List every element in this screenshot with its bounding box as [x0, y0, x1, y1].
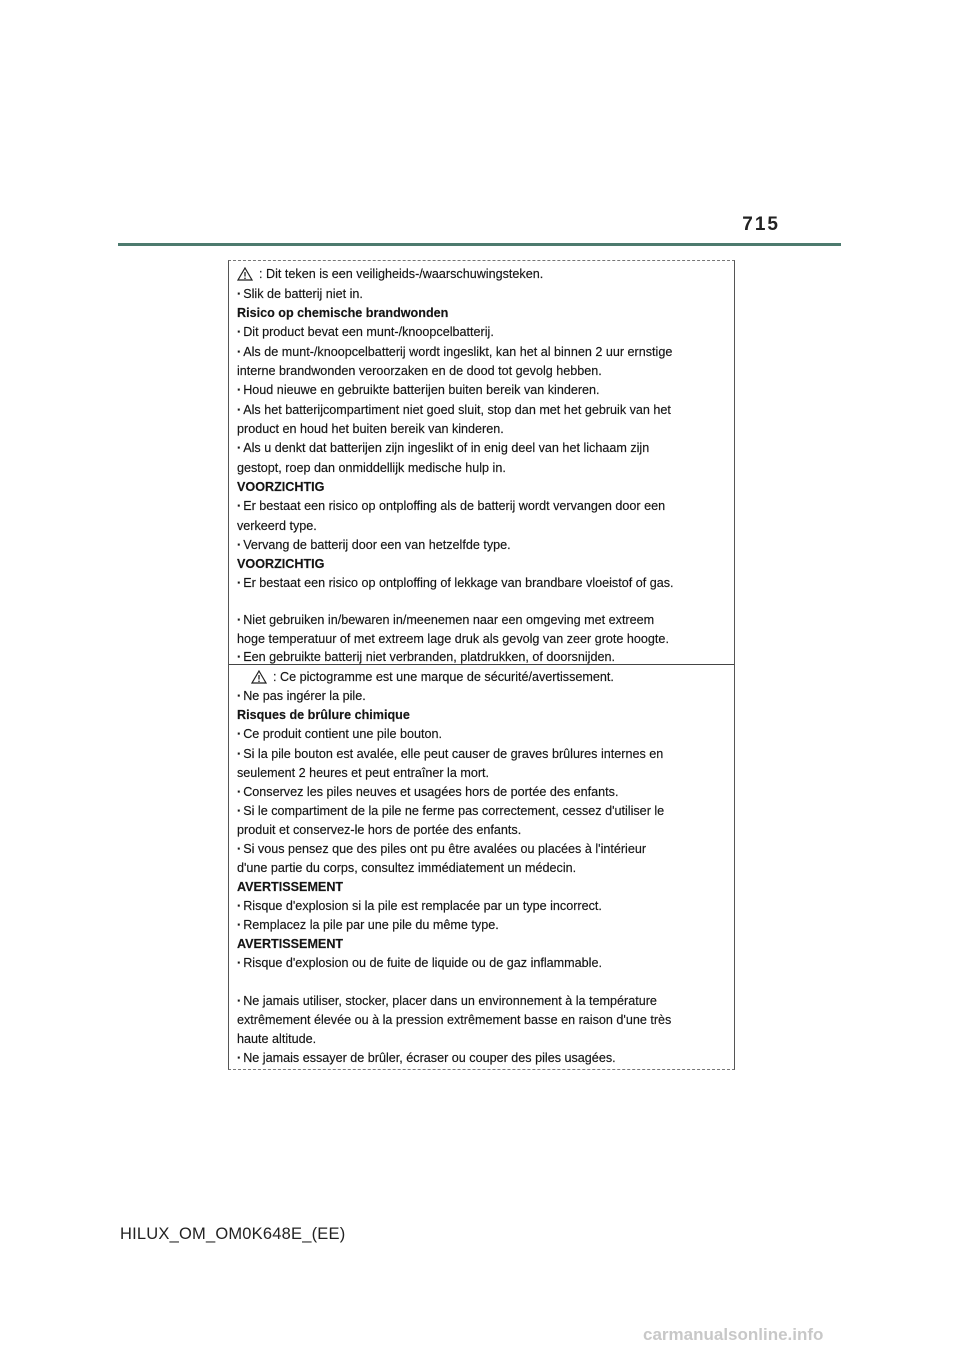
text-line: · Si le compartiment de la pile ne ferme pas correctement, cessez d'utiliser le	[237, 802, 664, 820]
warning-symbol-line	[237, 265, 543, 283]
text-line: · Risque d'explosion si la pile est remplacée par un type incorrect.	[237, 897, 602, 915]
text-line: · Risque d'explosion ou de fuite de liquide ou de gaz inflammable.	[237, 954, 602, 972]
text-line: d'une partie du corps, consultez immédiatement un médecin.	[237, 861, 577, 875]
text-line: · Houd nieuwe en gebruikte batterijen buiten bereik van kinderen.	[237, 381, 600, 399]
text-line: · Als de munt-/knoopcelbatterij wordt ingeslikt, kan het al binnen 2 uur ernstige	[237, 343, 672, 361]
text-line: · Dit product bevat een munt-/knoopcelbatterij.	[237, 323, 494, 341]
label-section-dutch	[229, 261, 734, 663]
text-line: extrêmement élevée ou à la pression extrêmement basse en raison d'une très	[237, 1013, 672, 1027]
text-line: · Ce produit contient une pile bouton.	[237, 725, 442, 743]
text-line: interne brandwonden veroorzaken en de dood tot gevolg hebben.	[237, 364, 602, 378]
text-line: · Slik de batterij niet in.	[237, 285, 363, 303]
text-line: product en houd het buiten bereik van kinderen.	[237, 422, 504, 436]
text-line: hoge temperatuur of met extreem lage druk als gevolg van zeer grote hoogte.	[237, 632, 669, 646]
warning-triangle-icon	[251, 670, 267, 684]
text-line: · Als het batterijcompartiment niet goed sluit, stop dan met het gebruik van het	[237, 401, 671, 419]
text-line: · Een gebruikte batterij niet verbranden, platdrukken, of doorsnijden.	[237, 648, 615, 666]
warning-triangle-icon	[237, 267, 253, 281]
text-heading: VOORZICHTIG	[237, 480, 325, 494]
text-line: · Si la pile bouton est avalée, elle peut causer de graves brûlures internes en	[237, 745, 663, 763]
warning-symbol-line	[251, 668, 614, 686]
text-line: · Remplacez la pile par une pile du même type.	[237, 916, 499, 934]
document-code: HILUX_OM_OM0K648E_(EE)	[120, 1225, 346, 1243]
text-line: gestopt, roep dan onmiddellijk medische hulp in.	[237, 461, 506, 475]
label-section-french	[229, 664, 734, 1070]
text-line: · Ne jamais essayer de brûler, écraser ou couper des piles usagées.	[237, 1049, 616, 1067]
text-line: · Ne pas ingérer la pile.	[237, 687, 366, 705]
warning-symbol-text: : Ce pictogramme est une marque de sécurité/avertissement.	[273, 670, 614, 684]
text-line: · Niet gebruiken in/bewaren in/meenemen naar een omgeving met extreem	[237, 611, 654, 629]
text-line: · Ne jamais utiliser, stocker, placer dans un environnement à la température	[237, 992, 657, 1010]
text-heading: Risques de brûlure chimique	[237, 708, 410, 722]
header-rule	[118, 243, 841, 246]
text-line: · Conservez les piles neuves et usagées hors de portée des enfants.	[237, 783, 618, 801]
text-line: haute altitude.	[237, 1032, 317, 1046]
text-line: · Vervang de batterij door een van hetzelfde type.	[237, 536, 511, 554]
page-number: 715	[742, 214, 780, 235]
text-line: · Als u denkt dat batterijen zijn ingeslikt of in enig deel van het lichaam zijn	[237, 439, 649, 457]
text-heading: Risico op chemische brandwonden	[237, 306, 449, 320]
text-line: · Si vous pensez que des piles ont pu être avalées ou placées à l'intérieur	[237, 840, 646, 858]
warning-symbol-text: : Dit teken is een veiligheids-/waarschuwingsteken.	[259, 267, 544, 281]
text-heading: VOORZICHTIG	[237, 557, 325, 571]
watermark: carmanualsonline.info	[643, 1325, 824, 1344]
text-line: produit et conservez-le hors de portée des enfants.	[237, 823, 522, 837]
text-line: · Er bestaat een risico op ontploffing of lekkage van brandbare vloeistof of gas.	[237, 574, 674, 592]
battery-warning-label	[228, 260, 735, 1070]
text-line: · Er bestaat een risico op ontploffing als de batterij wordt vervangen door een	[237, 497, 665, 515]
text-line: verkeerd type.	[237, 519, 317, 533]
text-line: seulement 2 heures et peut entraîner la mort.	[237, 766, 490, 780]
text-heading: AVERTISSEMENT	[237, 880, 344, 894]
text-heading: AVERTISSEMENT	[237, 937, 344, 951]
